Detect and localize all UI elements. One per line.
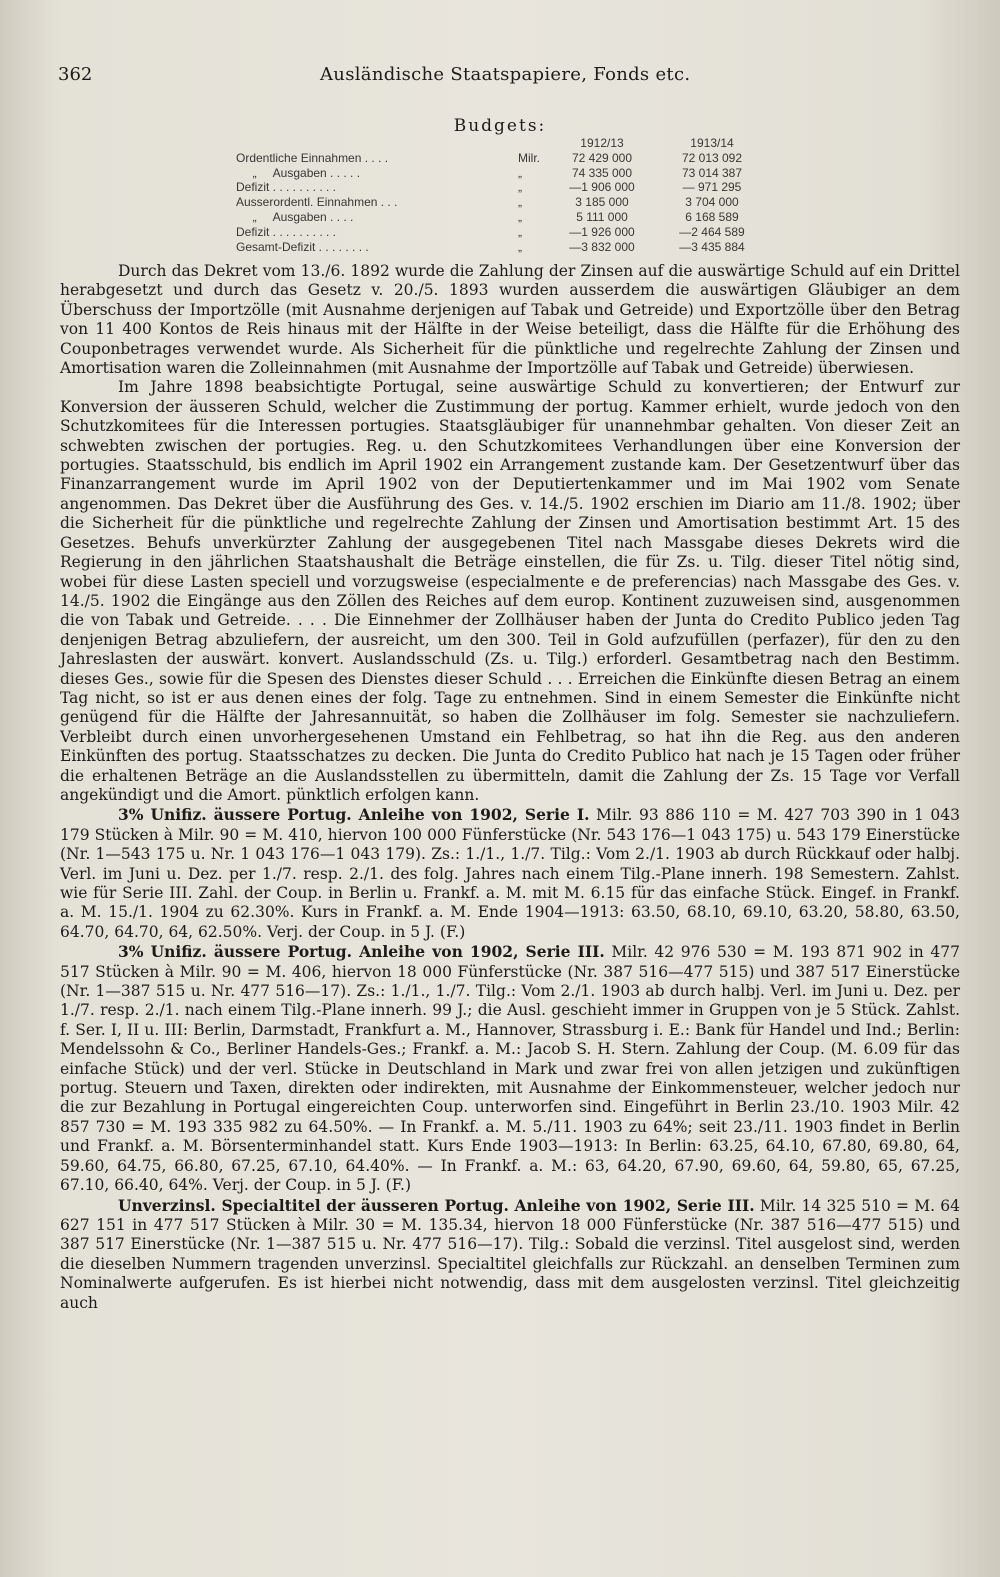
loan-title-serie-3: 3% Unifiz. äussere Portug. Anleihe von 1902, Serie III. [118,942,605,962]
paragraph-serie-1 [60,805,960,942]
body-text [60,262,960,1313]
paragraph-decree: Durch das Dekret vom 13./6. 1892 wurde die Zahlung der Zinsen auf die auswärtige Schuld auf ein Drittel herabgesetzt und durch das Gesetz v. 20./5. 1893 wurden ausserdem die auswärtigen Gläubiger an dem Überschuss der Importzölle (mit Ausnahme derjenigen auf Tabak und Getreide) und Exportzölle über den Betrag von 11 400 Kontos de Reis hinaus mit der Hälfte in der Weise beteiligt, dass die Hälfte für die Erhöhung des Couponbetrages verwendet wurde. Als Sicherheit für die pünktliche und regelrechte Zahlung der Zinsen und Amortisation waren die Zolleinnahmen (mit Ausnahme der Importzölle auf Tabak und Getreide) überwiesen. [60,262,960,378]
budget-row-unit: „ [518,195,522,210]
running-title: Ausländische Staatspapiere, Fonds etc. [320,64,691,85]
budget-row-label: Defizit . . . . . . . . . . [236,180,337,195]
budget-value: 3 704 000 [685,195,739,210]
budget-row-label: Ordentliche Einnahmen . . . . [236,150,389,165]
budget-row [236,240,776,255]
budget-row [236,180,776,195]
budget-heading: Budgets: [453,116,547,136]
budget-row-unit: Milr. [518,150,540,165]
loan-text-serie-3: Milr. 42 976 530 = M. 193 871 902 in 477 517 Stücken à Milr. 90 = M. 406, hiervon 18 000 Fünferstücke (Nr. 387 516—477 515) und 387 517 Einerstücke (Nr. 1—387 515 u. Nr. 477 516—17). Zs.: 1./1., 1./7. Tilg.: Vom 2./1. 1903 ab durch halbj. Verl. im Juni u. Dez. per 1./7. resp. 2./1. nach einem Tilg.-Plane innerh. 99 J.; die Ausl. geschieht immer in Gruppen von je 5 Stück. Zahlst. f. Ser. I, II u. III: Berlin, Darmstadt, Frankfurt a. M., Hannover, Strassburg i. E.: Bank für Handel und Ind.; Berlin: Mendelssohn & Co., Berliner Handels-Ges.; Frankf. a. M.: Jacob S. H. Stern. Zahlung der Coup. (M. 6.09 für das einfache Stück) und der verl. Stücke in Deutschland in Mark und zwar frei von allen jetzigen und zukünftigen portug. Steuern und Taxen, direkten oder indirekten, mit Ausnahme der Einkommensteuer, welcher jedoch nur die zur Bezahlung in Portugal eingereichten Coup. unterworfen sind. Eingeführt in Berlin 23./10. 1903 Milr. 42 857 730 = M. 193 335 982 zu 64.50%. — In Frankf. a. M. 5./11. 1903 zu 64%; seit 23./11. 1903 findet in Berlin und Frankf. a. M. Börsenterminhandel statt. Kurs Ende 1903—1913: In Berlin: 63.25, 64.10, 67.80, 69.80, 64, 59.60, 64.75, 66.80, 67.25, 67.10, 64.40%. — In Frankf. a. M.: 63, 64.20, 67.90, 69.60, 64, 59.80, 65, 67.25, 67.10, 66.40, 64%. Verj. der Coup. in 5 J. (F.) [60,943,960,1195]
budget-row [236,195,776,210]
budget-col-header: 1913/14 [690,136,734,150]
loan-title-specialtitel: Unverzinsl. Specialtitel der äusseren Portug. Anleihe von 1902, Serie III. [118,1195,755,1215]
budget-value: 72 429 000 [571,150,633,165]
budget-value: 74 335 000 [571,165,633,180]
budget-row-unit: „ [518,224,522,239]
budget-header-row [236,136,776,151]
page-number: 362 [58,64,93,85]
paragraph-conversion: Im Jahre 1898 beabsichtigte Portugal, seine auswärtige Schuld zu konvertieren; der Entwurf zur Konversion der äusseren Schuld, welcher die Zustimmung der portug. Kammer erhielt, wurde jedoch von den Schutzkomitees für die Interessen portugies. Staatsgläubiger für unannehmbar gehalten. Von dieser Zeit an schwebten zwischen der portugies. Reg. u. den Schutzkomitees Verhandlungen über eine Konversion der portugies. Staatsschuld, bis endlich im April 1902 ein Arrangement zustande kam. Der Gesetzentwurf über das Finanzarrangement wurde im April 1902 von der Deputiertenkammer und im Mai 1902 vom Senate angenommen. Das Dekret über die Ausführung des Ges. v. 14./5. 1902 erschien im Diario am 11./8. 1902; über die Sicherheit für die pünktliche und regelrechte Zahlung der Zinsen und Amortisation bestimmt Art. 15 des Gesetzes. Behufs unverkürzter Zahlung der ausgegebenen Titel nach Massgabe dieses Dekrets wird die Regierung in den jährlichen Staatshaushalt die Beträge einstellen, die für Zs. u. Tilg. dieser Titel nötig sind, wobei für diese Lasten speciell und vorzugsweise (especialmente e de preferencias) nach Massgabe des Ges. v. 14./5. 1902 die Eingänge aus den Zöllen des Reiches auf dem europ. Kontinent zuzuweisen sind, ausgenommen die von Tabak und Getreide. . . . Die Einnehmer der Zollhäuser haben der Junta do Credito Publico jeden Tag denjenigen Betrag abzuliefern, der ausreicht, um den 300. Teil in Gold aufzufüllen (perfazer), für den zu den Jahreslasten der auswärt. konvert. Auslandsschuld (Zs. u. Tilg.) erforderl. Gesamtbetrag nach den Bestimm. dieses Ges., sowie für die Spesen des Dienstes dieser Schuld . . . Erreichen die Einkünfte diesen Betrag an einem Tag nicht, so ist er aus denen eines der folg. Tage zu entnehmen. Sind in einem Semester die Einkünfte nicht genügend für die Hälfte der Jahresannuität, so haben die Zollhäuser im folg. Semester sie nachzuliefern. Verbleibt durch einen unvorhergesehenen Umstand ein Fehlbetrag, so hat ihn die Reg. aus den anderen Einkünften des portug. Staatsschatzes zu decken. Die Junta do Credito Publico hat nach je 15 Tagen oder früher die erhaltenen Beträge an die Auslandsstellen zu übermitteln, damit die Zahlung der Zs. 15 Tage vor Verfall angekündigt und die Amort. pünktlich erfolgen kann. [60,378,960,804]
budget-row-unit: „ [518,239,522,254]
budget-value: — 971 295 [682,180,742,195]
paragraph-specialtitel [60,1196,960,1313]
budget-table [236,136,776,254]
budget-value: 72 013 092 [681,150,743,165]
budget-col-header: 1912/13 [580,136,624,150]
budget-row-label: „ Ausgaben . . . . [236,209,354,224]
budget-value: —1 906 000 [569,180,635,195]
budget-value: 5 111 000 [576,209,628,224]
budget-row [236,166,776,181]
budget-value: —1 926 000 [569,224,635,239]
budget-value: 3 185 000 [575,195,629,210]
budget-value: 73 014 387 [681,165,743,180]
budget-value: —3 832 000 [569,239,635,254]
budget-row-label: „ Ausgaben . . . . . [236,165,361,180]
budget-row-label: Ausserordentl. Einnahmen . . . [236,195,398,210]
budget-row [236,151,776,166]
loan-text-specialtitel: Milr. 14 325 510 = M. 64 627 151 in 477 517 Stücken à Milr. 30 = M. 135.34, hiervon 18 000 Fünferstücke (Nr. 387 516—477 515) und 387 517 Einerstücke (Nr. 1—387 515 u. Nr. 477 516—17). Tilg.: Sobald die verzinsl. Titel ausgelost sind, werden die dieselben Nummern tragenden unverzinsl. Specialtitel gleichfalls zur Rückzahl. an denselben Terminen zum Nominalwerte aufgerufen. Es ist hierbei nicht notwendig, dass mit dem ausgelosten verzinsl. Titel gleichzeitig auch [60,1196,960,1312]
page-header [58,64,958,92]
budget-value: 6 168 589 [685,209,739,224]
budget-value: —3 435 884 [679,239,745,254]
budget-row-unit: „ [518,180,522,195]
loan-text-serie-1: Milr. 93 886 110 = M. 427 703 390 in 1 043 179 Stücken à Milr. 90 = M. 410, hiervon 100 000 Fünferstücke (Nr. 543 176—1 043 175) u. 543 179 Einerstücke (Nr. 1—543 175 u. Nr. 1 043 176—1 043 179). Zs.: 1./1., 1./7. Tilg.: Vom 2./1. 1903 ab durch Rückkauf oder halbj. Verl. im Juni u. Dez. per 1./7. resp. 2./1. des folg. Jahres nach einem Tilg.-Plane innerh. 198 Semestern. Zahlst. wie für Serie III. Zahl. der Coup. in Berlin u. Frankf. a. M. mit M. 6.15 für das einfache Stück. Eingef. in Frankf. a. M. 15./1. 1904 zu 62.30%. Kurs in Frankf. a. M. Ende 1904—1913: 63.50, 68.10, 69.10, 63.20, 58.80, 63.50, 64.70, 64.70, 64, 62.50%. Verj. der Coup. in 5 J. (F.) [60,806,960,941]
budget-value: —2 464 589 [679,224,745,239]
paragraph-serie-3 [60,942,960,1195]
budget-row [236,225,776,240]
budget-row [236,210,776,225]
loan-title-serie-1: 3% Unifiz. äussere Portug. Anleihe von 1902, Serie I. [118,805,590,825]
budget-row-label: Defizit . . . . . . . . . . [236,224,337,239]
budget-row-unit: „ [518,209,522,224]
budget-row-label: Gesamt-Defizit . . . . . . . . [236,239,369,254]
budget-row-unit: „ [518,165,522,180]
